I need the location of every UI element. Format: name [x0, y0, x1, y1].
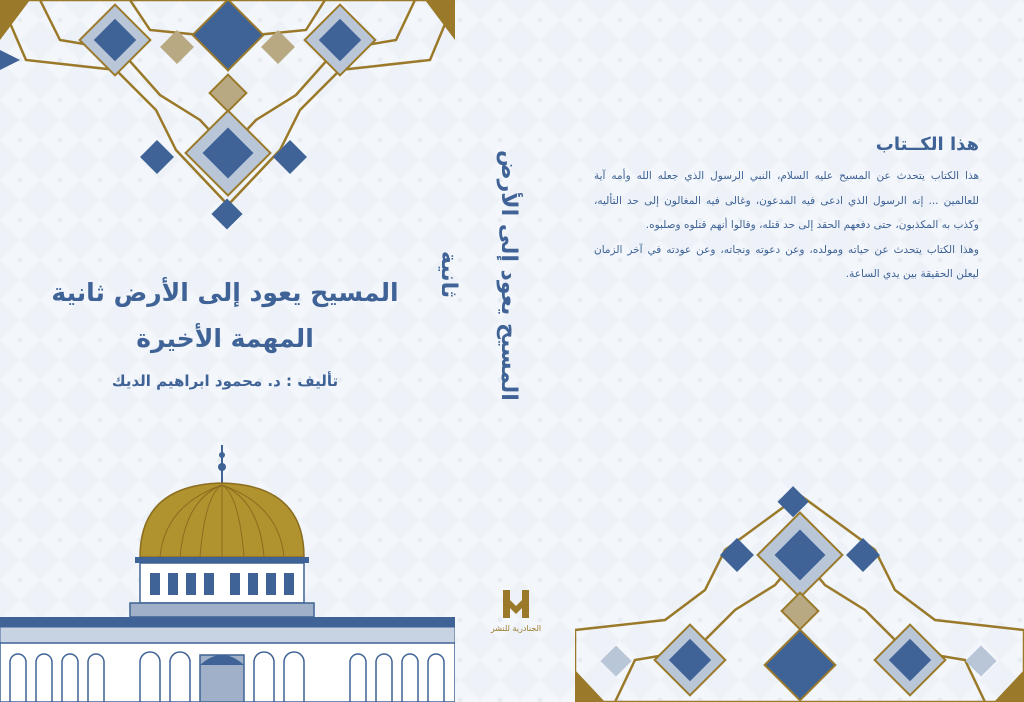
book-subtitle: المهمة الأخيرة	[136, 324, 314, 353]
islamic-ornament-top-icon	[0, 0, 455, 235]
publisher-name: الجنادرية للنشر	[490, 624, 542, 633]
back-cover	[575, 0, 1024, 702]
author-line: تأليف : د. محمود ابراهيم الديك	[111, 372, 339, 390]
book-title: المسيح يعود إلى الأرض ثانية	[51, 278, 399, 307]
front-cover	[0, 0, 455, 702]
back-paragraph-1: هذا الكتاب يتحدث عن المسيح عليه السلام، النبي الرسول الذي جعله الله وأمه آية للعالمين ... إنه الرسول الذي ادعى فيه المدعون، وغالى فيه المغالون إلى حد التأليه، وكذب به المكذبون، حتى دفعهم الحقد إلى حد قتله، وقالوا أنهم قتلوه وصلبوه.	[594, 170, 979, 231]
islamic-ornament-bottom-icon	[575, 480, 1024, 702]
spine-title: المسيح يعود إلى الأرض ثانية	[436, 149, 521, 401]
back-paragraph-2: وهذا الكتاب يتحدث عن حياته ومولده، وعن دعوته ونجاته، وعن عودته في آخر الزمان ليعلن الحقيقة بين يدي الساعة.	[594, 243, 979, 280]
back-description	[594, 164, 979, 287]
publisher-logo-icon	[501, 586, 531, 622]
dome-of-the-rock-icon	[0, 445, 455, 702]
back-heading: هذا الكــتاب	[875, 134, 979, 155]
